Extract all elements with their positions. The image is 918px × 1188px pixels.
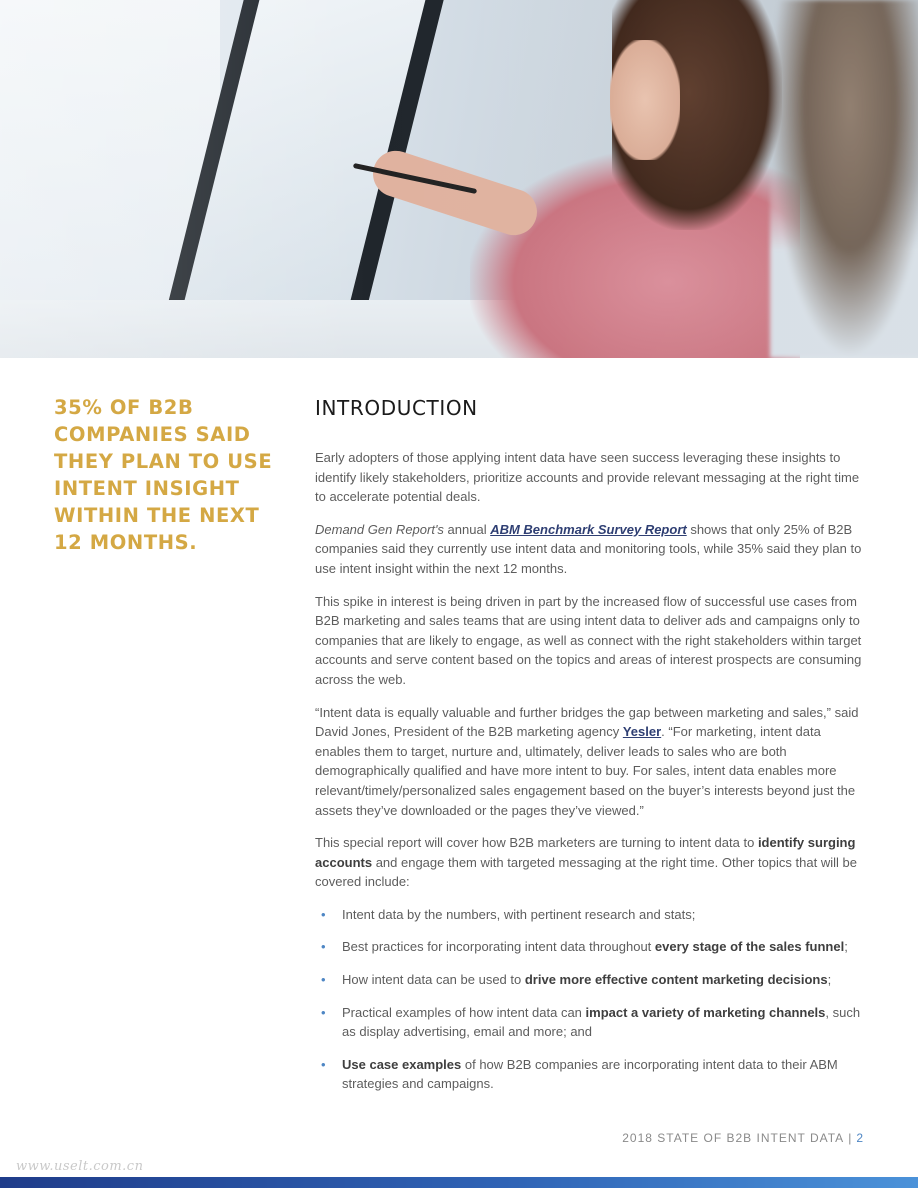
bottom-color-bar <box>0 1177 918 1188</box>
paragraph-5-bold: identify surging accounts <box>315 835 856 870</box>
bullet-icon: • <box>321 972 326 988</box>
source-publication: Demand Gen Report's <box>315 521 444 537</box>
bullet-icon: • <box>321 939 326 955</box>
list-item <box>315 905 867 925</box>
list-item-bold: drive more effective content marketing decisions <box>524 972 828 988</box>
paragraph-2-text-a: annual <box>443 521 491 537</box>
list-item-bold: every stage of the sales funnel <box>654 939 845 955</box>
list-item <box>315 937 867 957</box>
pull-quote: 35% OF B2B COMPANIES SAID THEY PLAN TO USE INTENT INSIGHT WITHIN THE NEXT 12 MONTHS. <box>54 396 273 554</box>
hero-photo <box>0 0 918 358</box>
main-content <box>315 394 867 1107</box>
page-footer <box>622 1131 864 1145</box>
list-item-bold: Use case examples <box>342 1056 462 1072</box>
list-item-bold: impact a variety of marketing channels <box>585 1004 826 1020</box>
paragraph-3: This spike in interest is being driven in part by the increased flow of successful use cases from B2B marketing and sales teams that are using intent data to deliver ads and campaigns only to companies that are likely to engage, as well as connect with the right stakeholders within target accounts and serve content based on the topics and areas of interest prospects are consuming across the web. <box>315 593 862 687</box>
list-item-text-end: ; <box>844 939 848 955</box>
bullet-icon: • <box>321 1056 326 1072</box>
paragraph-4 <box>315 703 867 821</box>
bullet-icon: • <box>321 1004 326 1020</box>
list-item-text: Best practices for incorporating intent data throughout <box>342 939 655 955</box>
page-number: 2 <box>856 1131 864 1145</box>
list-item-text: How intent data can be used to <box>342 972 525 988</box>
list-item-text-end: , such as display advertising, email and more; and <box>342 1004 861 1040</box>
list-item <box>315 1055 867 1094</box>
bullet-icon: • <box>321 906 326 922</box>
watermark: www.uselt.com.cn <box>16 1159 144 1174</box>
list-item-text: Intent data by the numbers, with pertinent research and stats; <box>342 906 696 922</box>
list-item <box>315 1003 867 1042</box>
section-heading: INTRODUCTION <box>315 396 478 420</box>
paragraph-2 <box>315 520 867 579</box>
abm-survey-link[interactable]: ABM Benchmark Survey Report <box>490 521 687 537</box>
paragraph-2-text-b: shows that only 25% of B2B companies said they currently use intent data and monitoring tools, while 35% said they plan to use intent insight within the next 12 months. <box>315 521 862 576</box>
paragraph-1: Early adopters of those applying intent data have seen success leveraging these insights to identify likely stakeholders, prioritize accounts and provide relevant messaging at the right time to accelerate potential deals. <box>315 450 860 505</box>
paragraph-5-text-a: This special report will cover how B2B marketers are turning to intent data to <box>315 835 758 851</box>
paragraph-5 <box>315 833 867 892</box>
paragraph-5-text-b: and engage them with targeted messaging at the right time. Other topics that will be covered include: <box>315 854 857 890</box>
footer-separator: | <box>848 1131 853 1145</box>
list-item-text-end: ; <box>827 972 832 988</box>
list-item-text-end: of how B2B companies are incorporating intent data to their ABM strategies and campaigns. <box>342 1056 838 1092</box>
report-title: 2018 STATE OF B2B INTENT DATA <box>622 1131 845 1145</box>
yesler-link[interactable]: Yesler <box>622 724 662 740</box>
list-item-text: Practical examples of how intent data can <box>342 1004 586 1020</box>
list-item <box>315 970 867 990</box>
topics-list <box>315 905 867 1094</box>
quote-text-b: . “For marketing, intent data enables them to target, nurture and, ultimately, deliver leads to sales who are both demographically qualified and have more intent to buy. For sales, intent data enables more relevant/timely/personalized sales engagement based on the buyer’s interests beyond just the assets they’ve downloaded or the pages they’ve viewed.” <box>315 724 856 818</box>
hero-light-overlay <box>0 0 918 358</box>
quote-text-a: “Intent data is equally valuable and further bridges the gap between marketing and sales,” said David Jones, President of the B2B marketing agency <box>315 704 859 740</box>
